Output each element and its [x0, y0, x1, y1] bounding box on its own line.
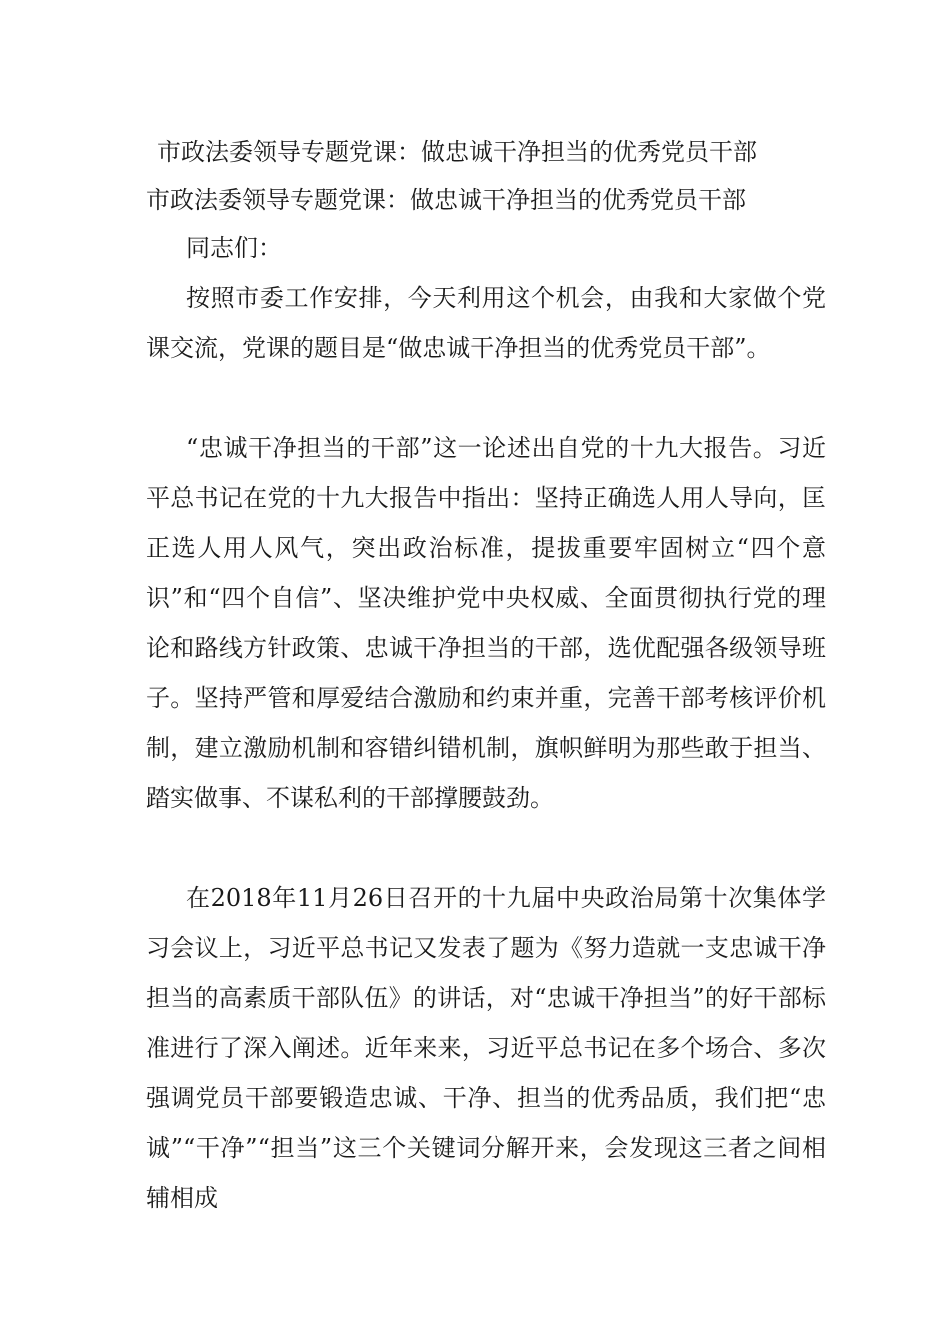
- document-title: 市政法委领导专题党课：做忠诚干净担当的优秀党员干部: [157, 138, 757, 166]
- greeting: 同志们：: [186, 234, 282, 262]
- paragraph-3: 在2018年11月26日召开的十九届中央政治局第十次集体学习会议上，习近平总书记又发表了题为《努力造就一支忠诚干净担当的高素质干部队伍》的讲话，对“忠诚干净担当”的好干部标准进行了深入阐述。近年来来，习近平总书记在多个场合、多次强调党员干部要锻造忠诚、干净、担当的优秀品质，我们把“忠诚”“干净”“担当”这三个关键词分解开来，会发现这三者之间相辅相成: [146, 884, 826, 1212]
- paragraph-1: 按照市委工作安排，今天利用这个机会，由我和大家做个党课交流，党课的题目是“做忠诚干净担当的优秀党员干部”。: [146, 284, 826, 362]
- document-subtitle: 市政法委领导专题党课：做忠诚干净担当的优秀党员干部: [146, 186, 746, 214]
- paragraph-2: “忠诚干净担当的干部”这一论述出自党的十九大报告。习近平总书记在党的十九大报告中指出：坚持正确选人用人导向，匡正选人用人风气，突出政治标准，提拔重要牢固树立“四个意识”和“四个自信”、坚决维护党中央权威、全面贯彻执行党的理论和路线方针政策、忠诚干净担当的干部，选优配强各级领导班子。坚持严管和厚爱结合激励和约束并重，完善干部考核评价机制，建立激励机制和容错纠错机制，旗帜鲜明为那些敢于担当、踏实做事、不谋私利的干部撑腰鼓劲。: [146, 434, 826, 812]
